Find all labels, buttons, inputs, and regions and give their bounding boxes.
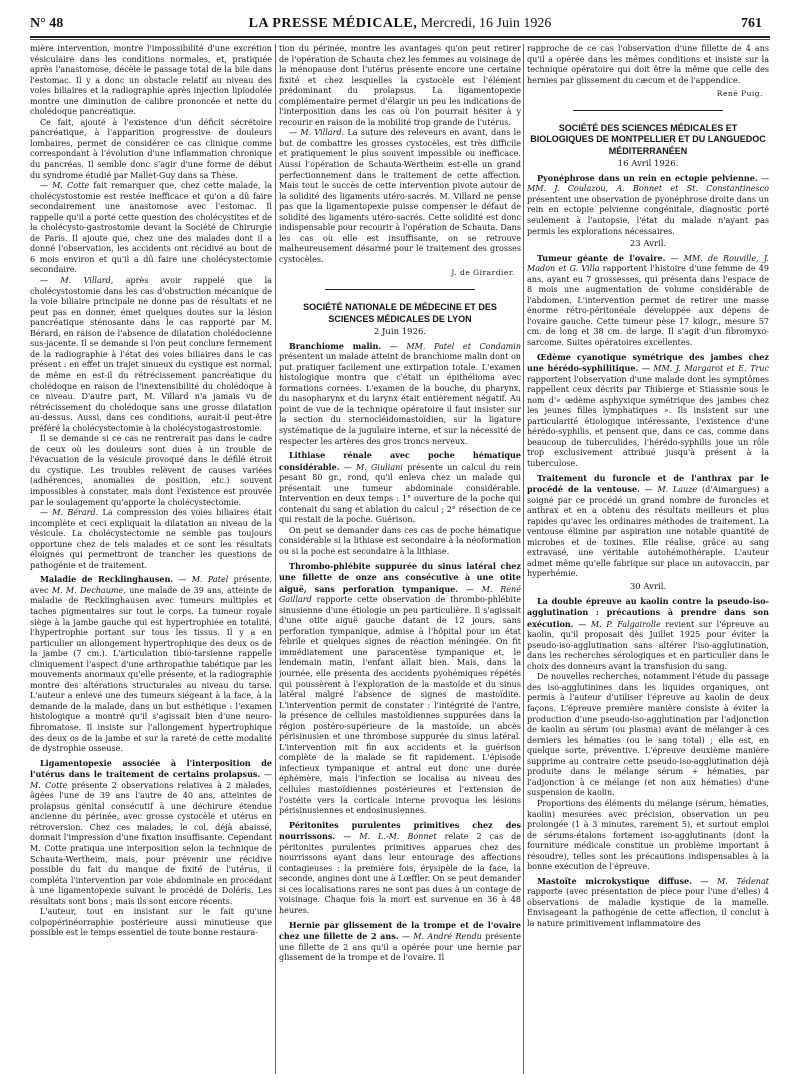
- communication-title: Thrombo-phlébite suppurée du sinus latéral chez une fillette de onze ans consécutive à une otite aiguë, sans perforation tympanique.: [279, 560, 521, 594]
- speaker: — M. Bérard.: [40, 508, 99, 518]
- communication: [279, 561, 521, 817]
- paragraph-text: rapportent l'observation d'une malade dont les symptômes rappellent ceux décrits par Thibierge et Stiassnie sous le nom d'« œdème asphyxique symétrique des jambes chez les jeunes filles lymphatiques ». Ils insistent sur une particularité étiologique intéressante, l'existence d'une hérédo-syphilis, et pensent que, dans ce cas, comme dans beaucoup de tuberculides, l'hérédo-syphilis joue un rôle trop exclusivement attribué jusqu'à présent à la tuberculose.: [527, 374, 769, 468]
- speaker: — M. Villard.: [289, 128, 345, 138]
- speaker: — M. René Gaillard: [279, 584, 521, 605]
- communication: [527, 596, 769, 673]
- speaker: — MM. Patel et Condamin: [381, 341, 521, 351]
- speaker: — M. Cotte: [40, 181, 90, 191]
- communication-title: Branchiome malin.: [289, 340, 382, 351]
- speaker: — M. Giuliani: [339, 462, 403, 472]
- speaker: — M. Cotte: [30, 770, 272, 790]
- communication-title: Traitement du furoncle et de l'anthrax par le procédé de la ventouse.: [527, 472, 769, 495]
- speaker: — M. P. Falgairolle: [573, 619, 661, 629]
- paragraph: L'auteur, tout en insistant sur le fait qu'une colpopérinéorraphie postérieure aussi minutieuse que possible est le temps essentiel de toute bonne restaura-: [30, 907, 272, 938]
- communication: [279, 450, 521, 526]
- communication: [30, 574, 272, 754]
- column-divider: [275, 44, 276, 1074]
- paragraph: mière intervention, montre l'impossibilité d'une excrétion vésiculaire dans les conditions normales, et, pratiquée après l'anastomose, décèle le passage total de la bile dans l'estomac. Il y a donc un obstacle relatif au niveau des voies biliaires et la radiographie après injection lipiodolée montre une diminution de calibre prononcée et nette du cholédoque pancréatique.: [30, 44, 272, 117]
- communication-title: Tumeur géante de l'ovaire.: [537, 252, 666, 263]
- paragraph: On peut se demander dans ces cas de poche hématique considérable si la lithiase est secondaire à la néoformation ou si la poche est secondaire à la lithiase.: [279, 525, 521, 556]
- paragraph-text: présente un calcul du rein pesant 80 gr., rond, qu'il enleva chez un malade qui présentait une tumeur abdominale considérable. Intervention en deux temps : 1° ouverture de la poche qui contenait du sang et ablation du calcul ; 2° résection de ce qui restait de la poche. Guérison.: [279, 462, 521, 525]
- communication: [527, 473, 769, 580]
- speaker: — MM. de Rouville, J. Madon et G. Villa: [527, 253, 769, 274]
- paragraph-text: présente 2 observations relatives à 2 malades, âgées l'une de 39 ans l'autre de 40 ans, atteintes de prolapsus génital consécutif à une déchirure étendue ancienne du périnée, avec grosse cystocèle et utérus en rétroversion. Chez ces malades, le col, déjà abaissé, donnait l'impression d'une fixation insuffisante. Cependant M. Cotte pratiqua une interposition selon la technique de Schauta-Wertheim, mais, pour prévenir une récidive possible du fait du manque de fixité de l'utérus, il compléta l'intervention par voie abdominale en procédant à une ligamentopexie suivant le procédé de Doléris. Les résultats sont bons ; mais ils sont encore récents.: [30, 780, 272, 906]
- signature: René Puig.: [716, 89, 763, 99]
- paragraph-text: rapporte cette observation de thrombo-phlébite sinusienne d'une étiologie un peu particulière. Il s'agissait d'une otite aiguë gauche datant de 12 jours, sans perforation tympanique, admise à l'hôpital pour un état fébrile et quelques signes de réaction méningée. On fit immédiatement une paracentèse tympanique et, le lendemain matin, l'enfant allait bien. Mais, dans la journée, elle présenta des accidents pyohémiques répétés qui poussèrent à l'exploration de la mastoïde et du sinus latéral malgré l'absence de signes de mastoïdite. L'intervention permit de constater : l'intégrité de l'antre, la présence de cellules mastoïdiennes suppurées dans la région postéro-supérieure de la mastoïde, un abcès périsinusien et une thrombose suppurée du sinus latéral. L'intervention mit fin aux accidents et la guérison complète de la malade se fit rapidement. L'épisode infectieux tympanique et antral eut donc une durée éphémère, mais l'infection se localisa au niveau des cellules mastoïdiennes postérieures et l'extension de l'ostéite vers la corticale interne provoqua les lésions périsinusiennes et endosinusiennes.: [279, 595, 521, 816]
- running-title: [20, 16, 780, 32]
- signature: J. de Girardier.: [451, 268, 515, 278]
- session-date: 2 Juin 1926.: [373, 327, 427, 338]
- paragraph-text: La suture des releveurs en avant, dans le but de combattre les grosses cystocèles, est très difficile et pratiquement le plus souvent impossible ou inefficace. Aussi l'opération de Schauta-Wertheim est-elle un grand perfectionnement dans le traitement de cette affection. Mais tout le succès de cette intervention pivote autour de la solidité des ligaments utéro-sacrés. M. Villard ne pense pas que la ligamentopexie puisse compenser le défaut de solidité des ligaments utéro-sacrés. Cette solidité est donc indispensable pour recourir à l'opération de Schauta. Dans les cas où elle est insuffisante, on se retrouve malheureusement désarmé pour le traitement des grosses cystocèles.: [279, 128, 521, 264]
- session-date: 23 Avril.: [629, 239, 667, 250]
- paragraph-text: après avoir rappelé que la cholécystostomie dans les cas d'obstruction mécanique de la voie biliaire principale ne donne pas de résultats et ne peut pas en donner, émet quelques doutes sur la lésion pancréatique sténosante dans le cas rapporté par M. Bérard, en raison de l'absence de dilatation cholédocienne sus-jacente. Il se demande si l'on peut conclure fermement de la radiographie à l'état des voies biliaires dans le cas présent : en effet un trajet sinueux du cystique est normal, de même en est-il du rétrécissement pancréatique du cholédoque en raison de l'inextensibilité du cholédoque à ce niveau. D'autre part, M. Villard n'a jamais vu de rétrécissement du cholédoque sans une grosse dilatation au-dessus. Aussi, dans ces conditions, aurait-il peut-être préféré la cholécystectomie à la cholécystogastrostomie.: [30, 276, 272, 433]
- page-header: [20, 14, 780, 36]
- paragraph-text: présentent un malade atteint de branchiome malin dont on put pratiquer facilement une extirpation totale. L'examen histologique montra que c'était un épithélioma avec formations cornées. L'examen de la bouche, du pharynx, du nasopharynx et du larynx était entièrement négatif. Au point de vue de la technique opératoire il faut insister sur la section du sternocléidomastoïdien, sur la ligature systématique de la jugulaire interne, et sur la nécessité de respecter les artères des gros troncs nerveux.: [279, 352, 521, 446]
- journal-name: LA PRESSE MÉDICALE,: [248, 16, 418, 31]
- speaker: M. M. Dechaume,: [51, 585, 126, 595]
- column-1: [30, 44, 272, 1074]
- communication-title: Lithiase rénale avec poche hématique considérable.: [279, 450, 521, 472]
- column-divider: [523, 44, 524, 1074]
- column-2: [279, 44, 521, 1074]
- paragraph-text: présentent une observation de pyonéphrose droite dans un rein en ectopie pelvienne congénitale, diagnostic porté seulement à l'autopsie, l'état du malade n'ayant pas permis les explorations nécessaires.: [527, 194, 769, 236]
- communication-title: Pyonéphrose dans un rein en ectopie pelvienne.: [537, 172, 758, 183]
- header-rule-thin: [30, 39, 770, 40]
- paragraph: Ce fait, ajouté à l'existence d'un déficit sécrétoire pancréatique, à l'apparition progressive de douleurs lombaires, permet de considérer ce cas clinique comme correspondant à l'évolution d'une inflammation chronique du pancréas. Il semble donc s'agir d'une forme de début du syndrome étudié par Mallet-Guy dans sa Thèse.: [30, 117, 272, 180]
- paragraph: [30, 508, 272, 571]
- communication-title: Péritonites purulentes primitives chez des nourrissons.: [279, 819, 521, 842]
- paragraph: [30, 181, 272, 276]
- speaker: — M. Lauze: [639, 485, 698, 495]
- paragraph-text: fait remarquer que, chez cette malade, la cholécystostomie est restée inefficace et qu'on a dû faire secondairement une anastomose avec l'estomac. Il rappelle qu'il a porté cette question des cholécystites et de la cholécysto-gastrostomie devant la Société de Chirurgie de Paris. Il ajoute que, chez une des malades dont il a donné l'observation, les accidents ont récidivé au bout de 6 mois environ et qu'il a dû faire une cholécystectomie secondaire.: [30, 181, 272, 275]
- communication-title: Hernie par glissement de la trompe et de l'ovaire chez une fillette de 2 ans.: [279, 919, 521, 942]
- column-3: [527, 44, 769, 1074]
- society-heading: SOCIÉTÉ DES SCIENCES MÉDICALES ET BIOLOGIQUES DE MONTPELLIER ET DU LANGUEDOC MÉDITERRANÉEN: [530, 122, 766, 156]
- communication: [527, 876, 769, 930]
- communication: [279, 920, 521, 964]
- paragraph-text: rapporte (avec présentation de pièce pour l'une d'elles) 4 observations de maladie kystique de la mamelle. Envisageant la pathogénie de cette affection, il conclut à la nature primitivement inflammatoire des: [527, 887, 769, 928]
- speaker: — M. André Rendu: [398, 932, 482, 942]
- paragraph: tion du périnée, montre les avantages qu'on peut retirer de l'opération de Schauta chez les femmes au voisinage de la ménopause dont l'utérus présente encore une certaine fixité et chez lesquelles la cystocèle est l'élément prédominant du prolapsus. La ligamentopexie complémentaire permet d'élargir un peu les indications de l'interposition dans les cas où l'on pourrait hésiter à y recourir en raison de la mobilité trop grande de l'utérus.: [279, 44, 521, 127]
- speaker: — M. Villard,: [40, 276, 114, 286]
- communication: [527, 253, 769, 349]
- paragraph-text: présente une fillette de 2 ans qu'il a opérée pour une hernie par glissement de la trompe et de l'ovaire. Il: [279, 932, 521, 963]
- section-separator: [573, 110, 723, 111]
- communication-title: La double épreuve au kaolin contre la pseudo-iso-agglutination : précautions à prendre dans son exécution.: [527, 595, 769, 629]
- communication: [279, 341, 521, 447]
- section-separator: [325, 289, 475, 290]
- issue-date: Mercredi, 16 Juin 1926: [420, 16, 552, 31]
- paragraph-text: La compression des voies biliaires était incomplète et ceci expliquait la dilatation au niveau de la vésicule. La cholécystectomie ne semble pas toujours opportune chez de tels malades et ce sont les résultats éloignés qui permettront de trancher les questions de pathogénie et de traitement.: [30, 508, 272, 570]
- paragraph: rapproche de ce cas l'observation d'une fillette de 4 ans qu'il a opérée dans les mêmes conditions et insiste sur la technique opératoire qui doit être la même que celle des hernies par glissement du cæcum et de l'appendice.: [527, 44, 769, 85]
- issue-number: N° 48: [30, 16, 64, 31]
- paragraph-text: revient sur l'épreuve au kaolin, qu'il proposait dès Juillet 1925 pour éviter la pseudo-iso-agglutination sans altérer l'iso-agglutination, dans les recherches sérologiques et en particulier dans le choix des donneurs avant la transfusion du sang.: [527, 619, 769, 671]
- speaker: — MM. J. Coulazou, A. Bonnet et St. Constantinesco: [527, 173, 769, 194]
- page-number: 761: [741, 16, 762, 31]
- paragraph-text: relate 2 cas de péritonites purulentes primitives apparues chez des nourrissons ayant dans leur entourage des affections contagieuses : la première fois, érysipèle de la face, la seconde, angines dont une à Lœffler. On se peut demander si ces localisations rares ne sont pas dues à un contage de voisinage. Chaque fois la mort est survenue en 36 à 48 heures.: [279, 832, 521, 916]
- paragraph: [279, 128, 521, 265]
- paragraph-text: présente, avec: [30, 575, 272, 595]
- communication-title: Œdème cyanotique symétrique des jambes chez une hérédo-syphilitique.: [527, 351, 769, 374]
- paragraph: Il se demande si ce cas ne rentrerait pas dans le cadre de ceux où les douleurs sont dues à un trouble de l'évacuation de la vésicule provoqué dans le défilé étroit du cystique. Les troubles relèvent de causes variées (adhérences, anomalies de position, etc.) souvent impossibles à constater, mais dont l'existence est prouvée par le soulagement qu'apporte la cholécystectomie.: [30, 434, 272, 507]
- speaker: — M. Tédenat: [691, 876, 769, 886]
- session-date: 16 Avril 1926.: [617, 159, 679, 170]
- paragraph-text: une malade de 39 ans, atteinte de maladie de Recklinghausen avec tumeurs multiples et taches pigmentaires sur tout le corps. La tumeur royale siège à la jambe gauche qui est hypertrophiée en totalité, l'hypertrophie portant sur tous les tissus. Il y a en particulier un allongement hypertrophique des deux os de la jambe (7 cm.). L'articulation tibio-tarsienne rappelle cliniquement l'aspect d'une arthropathie tabétique par les mouvements anormaux qu'elle présente, et la radiographie montre des altérations structurales au niveau du tarse. L'auteur a enlevé une des tumeurs siégeant à la face, à la demande de la malade, dans un but esthétique : l'examen histologique a montré qu'il s'agissait bien d'une neuro-fibromatose. Il insiste sur l'allongement hypertrophique des deux os de la jambe et sur la rareté de cette modalité de dystrophie osseuse.: [30, 585, 272, 754]
- paragraph: Proportions des éléments du mélange (sérum, hématies, kaolin) mesurées avec précision, observation un peu prolongée (1 à 3 minutes, rarement 5), et surtout emploi de sérums-étalons fortement iso-agglutinants (dont la fourniture médicale constitue un problème important à résoudre), telles sont les précautions indispensables à la bonne exécution de l'épreuve.: [527, 798, 769, 872]
- communication: [279, 820, 521, 917]
- paragraph: De nouvelles recherches, notamment l'étude du passage des iso-agglutinines dans les liquides organiques, ont permis à l'auteur d'utiliser l'épreuve au kaolin de deux façons. L'épreuve première manière consiste à éviter la production d'une pseudo-iso-agglutination par l'adjonction de kaolin au sérum (ou plasma) avant de mélanger à ces derniers les hématies (ou le sang total) ; elle est, en quelque sorte, préventive. L'épreuve deuxième manière supprime au contraire cette pseudo-iso-agglutination déjà produite dans le mélange sérum + hématies, par l'adjonction à ce mélange (et non aux hématies) d'une suspension de kaolin.: [527, 672, 769, 798]
- paragraph-text: rapportent l'histoire d'une femme de 49 ans, ayant eu 7 grossesses, qui présenta dans l'espace de 8 mois une augmentation de volume considérable de l'abdomen. L'intervention permet de retirer une masse énorme rétro-péritonéale développée aux dépens de l'ovaire gauche. Cette tumeur pèse 17 kilogr., mesure 57 cm. de long et 38 cm. de large. Il s'agit d'un fibromyxo-sarcome. Suites opératoires excellentes.: [527, 264, 769, 347]
- society-heading: SOCIÉTÉ NATIONALE DE MÉDECINE ET DES SCIENCES MÉDICALES DE LYON: [303, 302, 497, 324]
- communication-title: Ligamentopexie associée à l'interposition de l'utérus dans le traitement de certains prolapsus.: [30, 757, 272, 780]
- speaker: — M. Patel: [173, 575, 229, 585]
- communication: [30, 758, 272, 908]
- paragraph: [30, 276, 272, 434]
- communication-title: Mastoïte microkystique diffuse.: [537, 875, 692, 886]
- communication: [527, 173, 769, 237]
- session-date: 30 Avril.: [629, 582, 667, 593]
- communication-title: Maladie de Recklinghausen.: [40, 574, 174, 585]
- speaker: — MM. J. Margarot et E. Truc: [638, 364, 769, 374]
- communication: [527, 352, 769, 470]
- speaker: — M. L.-M. Bonnet: [335, 832, 437, 842]
- header-rule: [30, 36, 770, 38]
- paragraph-text: (d'Aimargues) a soigné par ce procédé un grand nombre de furoncles et anthrax et en a obtenu des résultats meilleurs et plus rapides qu'avec les ordinaires méthodes de traitement. La ventouse élimine par aspiration une notable quantité de microbes et de toxines. Elle réalise, grâce au sang extravasé, une véritable autohémothérapie. L'auteur admet même qu'elle fabrique sur place un autovaccin, par hyperhémie.: [527, 485, 769, 579]
